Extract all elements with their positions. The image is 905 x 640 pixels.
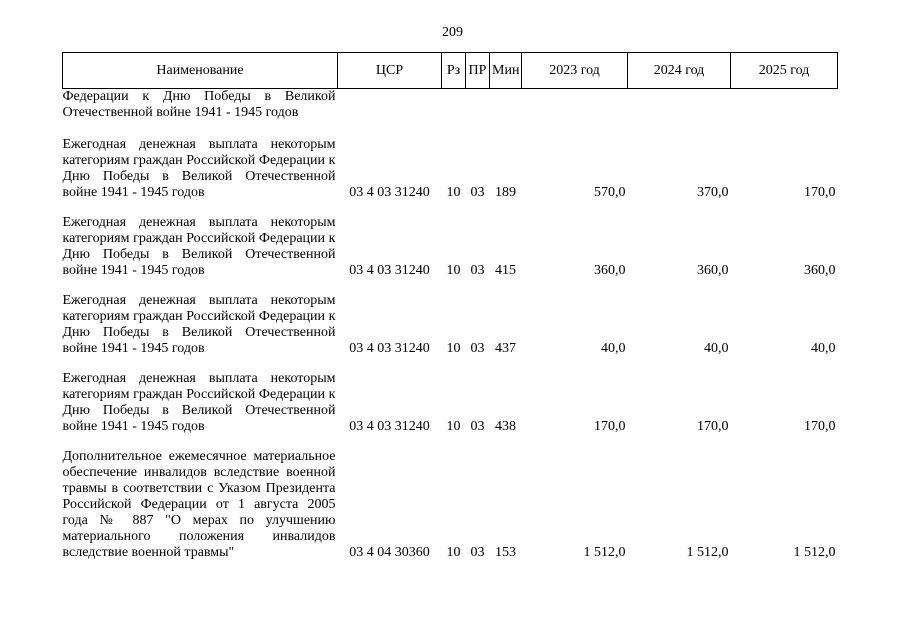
row-rz: 10 <box>446 341 461 356</box>
row-2023 <box>522 89 628 124</box>
row-2025 <box>731 89 838 124</box>
row-name: Федерации к Дню Победы в Великой Отечественной войне 1941 - 1945 годов <box>62 89 336 120</box>
row-csr: 03 4 03 31240 <box>349 263 430 278</box>
row-csr: 03 4 03 31240 <box>349 341 430 356</box>
header-2023: 2023 год <box>522 53 628 89</box>
row-min: 189 <box>495 185 516 200</box>
row-2023: 170,0 <box>594 419 626 434</box>
table-row <box>63 89 838 124</box>
row-rz <box>442 89 466 124</box>
row-pr: 03 <box>470 419 485 434</box>
row-pr: 03 <box>470 545 485 560</box>
row-pr: 03 <box>470 185 485 200</box>
row-pr: 03 <box>470 263 485 278</box>
row-min: 437 <box>495 341 516 356</box>
row-csr <box>338 89 442 124</box>
row-pr <box>466 89 490 124</box>
row-csr: 03 4 03 31240 <box>349 185 430 200</box>
row-min: 415 <box>495 263 516 278</box>
row-2024: 40,0 <box>704 341 729 356</box>
row-2025: 170,0 <box>804 419 836 434</box>
header-pr: ПР <box>466 53 490 89</box>
row-name: Ежегодная денежная выплата некоторым категориям граждан Российской Федерации к Дню Победы в Великой Отечественной войне 1941 - 1945 годов <box>62 137 336 200</box>
table-row <box>63 201 838 279</box>
row-2024: 370,0 <box>697 185 729 200</box>
page-number: 209 <box>442 25 463 40</box>
row-2024 <box>628 89 731 124</box>
table-body <box>63 89 838 562</box>
row-2024: 360,0 <box>697 263 729 278</box>
row-csr: 03 4 03 31240 <box>349 419 430 434</box>
row-2023: 360,0 <box>594 263 626 278</box>
row-2023: 40,0 <box>601 341 626 356</box>
row-min: 153 <box>495 545 516 560</box>
row-rz: 10 <box>446 545 461 560</box>
row-2023: 1 512,0 <box>583 545 626 560</box>
header-name: Наименование <box>63 53 338 89</box>
table-row <box>63 123 838 201</box>
header-min: Мин <box>490 53 522 89</box>
row-2025: 170,0 <box>804 185 836 200</box>
row-2024: 170,0 <box>697 419 729 434</box>
row-name: Ежегодная денежная выплата некоторым категориям граждан Российской Федерации к Дню Победы в Великой Отечественной войне 1941 - 1945 годов <box>62 371 336 434</box>
header-csr: ЦСР <box>338 53 442 89</box>
row-min: 438 <box>495 419 516 434</box>
row-rz: 10 <box>446 263 461 278</box>
row-name: Дополнительное ежемесячное материальное обеспечение инвалидов вследствие военной травмы в соответствии с Указом Президента Российской Федерации от 1 августа 2005 года № 887 "О мерах по улучшению материального положения инвалидов вследствие военной травмы" <box>62 449 336 560</box>
table-header <box>63 53 838 89</box>
budget-table <box>62 52 838 561</box>
row-2025: 360,0 <box>804 263 836 278</box>
header-2024: 2024 год <box>628 53 731 89</box>
row-2025: 40,0 <box>811 341 836 356</box>
header-2025: 2025 год <box>731 53 838 89</box>
row-rz: 10 <box>446 185 461 200</box>
row-2023: 570,0 <box>594 185 626 200</box>
row-name: Ежегодная денежная выплата некоторым категориям граждан Российской Федерации к Дню Победы в Великой Отечественной войне 1941 - 1945 годов <box>62 293 336 356</box>
row-name: Ежегодная денежная выплата некоторым категориям граждан Российской Федерации к Дню Победы в Великой Отечественной войне 1941 - 1945 годов <box>62 215 336 278</box>
row-min <box>490 89 522 124</box>
header-rz: Рз <box>442 53 466 89</box>
row-rz: 10 <box>446 419 461 434</box>
row-2024: 1 512,0 <box>686 545 729 560</box>
table-row <box>63 435 838 561</box>
row-pr: 03 <box>470 341 485 356</box>
table-row <box>63 279 838 357</box>
table-row <box>63 357 838 435</box>
row-2025: 1 512,0 <box>793 545 836 560</box>
row-csr: 03 4 04 30360 <box>349 545 430 560</box>
